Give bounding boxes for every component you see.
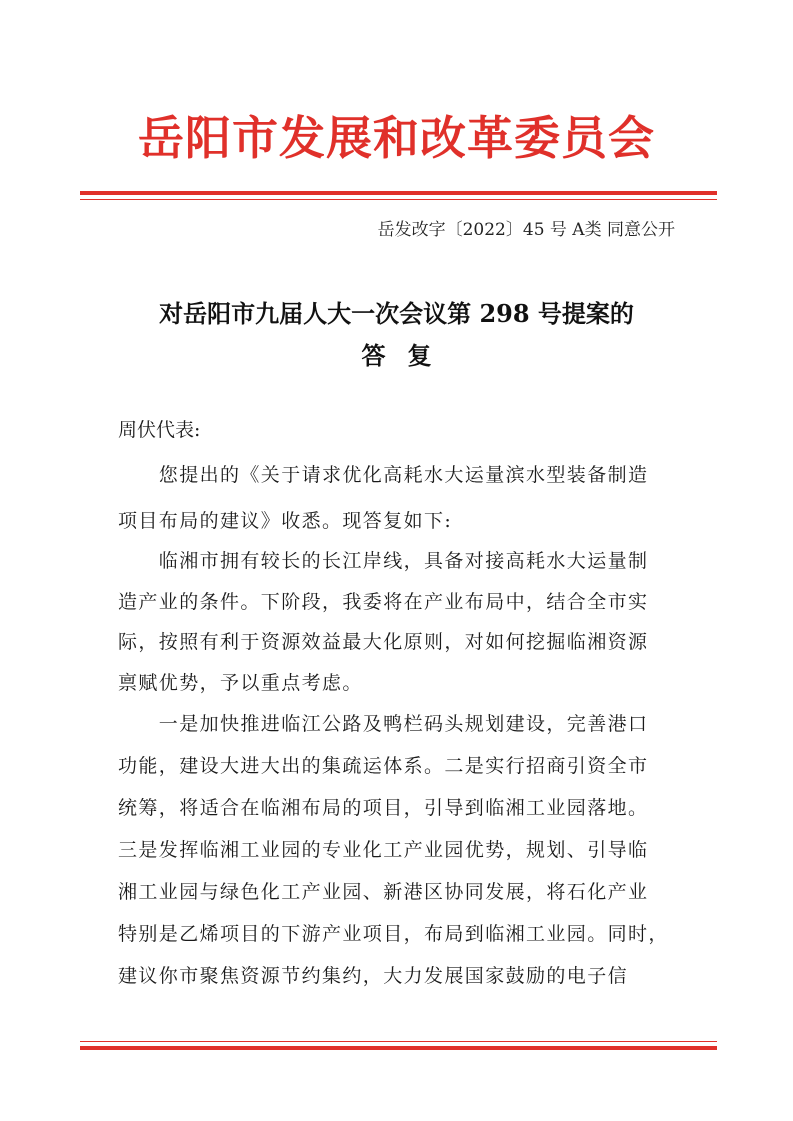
salutation: 周伏代表: (118, 419, 201, 441)
body-line: 您提出的《关于请求优化高耗水大运量滨水型装备制造 (118, 464, 649, 486)
document-title-line2: 答复 (361, 341, 454, 370)
document-number: 岳发改字〔2022〕45 号 A类 同意公开 (377, 220, 675, 240)
body-line: 禀赋优势，予以重点考虑。 (118, 672, 363, 694)
body-line: 统筹，将适合在临湘布局的项目，引导到临湘工业园落地。 (118, 797, 649, 819)
body-line: 项目布局的建议》收悉。现答复如下: (118, 510, 453, 532)
header-red-rule-thick (80, 191, 717, 195)
body-line: 一是加快推进临江公路及鸭栏码头规划建设，完善港口 (118, 713, 649, 735)
body-line: 造产业的条件。下阶段，我委将在产业布局中，结合全市实 (118, 591, 649, 613)
body-line: 临湘市拥有较长的长江岸线，具备对接高耗水大运量制 (118, 550, 649, 572)
document-title-line1: 对岳阳市九届人大一次会议第 298 号提案的 (159, 299, 634, 328)
body-line: 三是发挥临湘工业园的专业化工产业园优势，规划、引导临 (118, 839, 649, 861)
agency-masthead: 岳阳市发展和改革委员会 (138, 111, 655, 165)
header-red-rule-thin (80, 199, 717, 200)
body-line: 功能，建设大进大出的集疏运体系。二是实行招商引资全市 (118, 755, 649, 777)
footer-red-rule-thick (80, 1046, 717, 1050)
body-line: 特别是乙烯项目的下游产业项目，布局到临湘工业园。同时， (118, 923, 669, 945)
body-line: 建议你市聚焦资源节约集约，大力发展国家鼓励的电子信 (118, 965, 629, 987)
body-line: 际，按照有利于资源效益最大化原则，对如何挖掘临湘资源 (118, 631, 649, 653)
body-line: 湘工业园与绿色化工产业园、新港区协同发展，将石化产业 (118, 881, 649, 903)
footer-red-rule-thin (80, 1041, 717, 1042)
